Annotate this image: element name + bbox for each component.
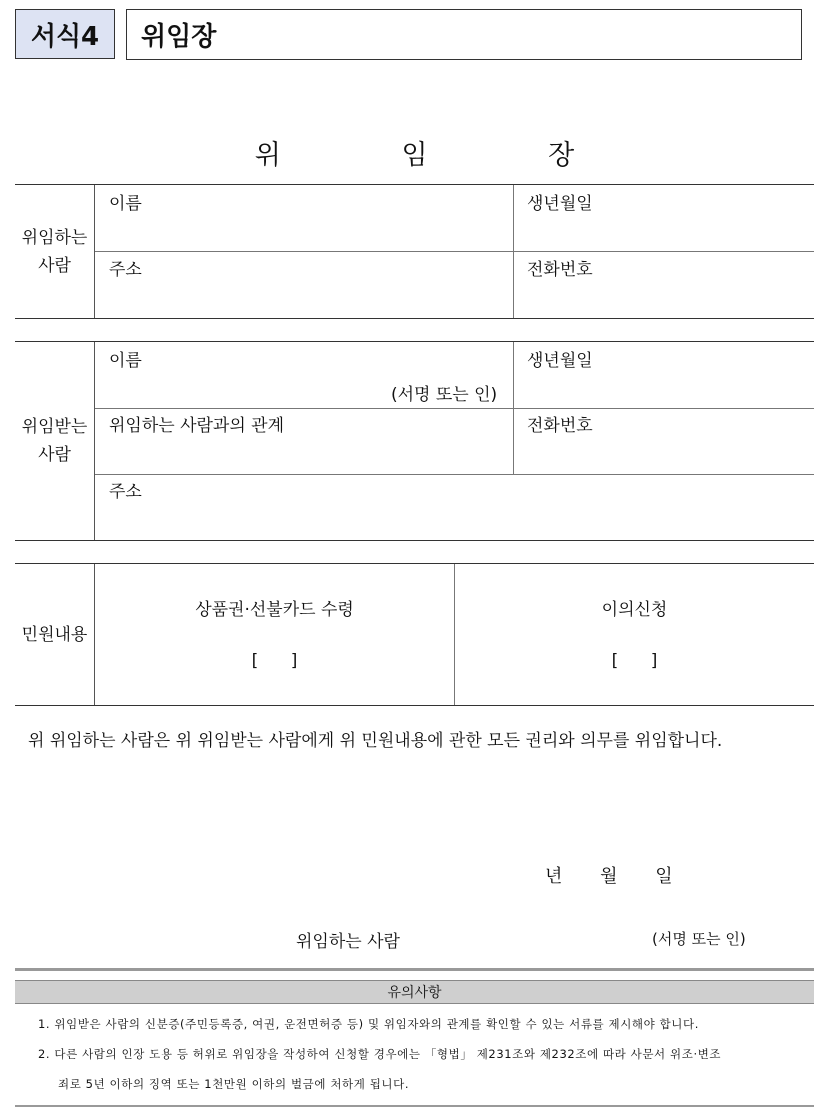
notice-title: 유의사항 (15, 980, 814, 1004)
option-objection-checkbox[interactable]: [ ] (611, 651, 658, 671)
delegator-table (15, 184, 814, 319)
delegator-signature-label: 위임하는 사람 (296, 932, 400, 952)
delegator-label-line1: 위임하는 (21, 227, 88, 248)
delegate-name-field[interactable]: 이름 (109, 351, 142, 371)
delegate-table (15, 341, 814, 541)
delegator-signature-note: (서명 또는 인) (652, 930, 746, 948)
notice-item-2-line-2: 죄로 5년 이하의 징역 또는 1천만원 이하의 벌금에 처하게 됩니다. (58, 1077, 410, 1091)
delegator-phone-field[interactable]: 전화번호 (527, 260, 593, 280)
delegator-label-line2: 사람 (38, 255, 71, 276)
petition-table (15, 563, 814, 706)
notice-divider (15, 968, 814, 971)
delegate-signature-note: (서명 또는 인) (391, 385, 498, 405)
form-title: 위임장 (126, 9, 802, 60)
option-objection-label: 이의신청 (601, 600, 668, 620)
date-line[interactable]: 년 월 일 (545, 866, 673, 887)
delegate-birth-field[interactable]: 생년월일 (527, 351, 593, 371)
option-gift-card-checkbox[interactable]: [ ] (251, 651, 298, 671)
option-gift-card-label: 상품권·선불카드 수령 (195, 600, 354, 620)
notice-bottom-divider (15, 1105, 814, 1107)
document-title: 위 임 장 (254, 140, 631, 171)
delegator-birth-field[interactable]: 생년월일 (527, 194, 593, 214)
delegate-label-line1: 위임받는 (21, 417, 88, 437)
delegate-phone-field[interactable]: 전화번호 (527, 416, 593, 436)
delegate-relation-field[interactable]: 위임하는 사람과의 관계 (109, 416, 285, 436)
delegation-statement: 위 위임하는 사람은 위 위임받는 사람에게 위 민원내용에 관한 모든 권리와 의무를 위임합니다. (28, 731, 723, 751)
delegate-address-field[interactable]: 주소 (109, 482, 142, 502)
delegate-label-line2: 사람 (38, 445, 71, 465)
notice-item-1: 1. 위임받은 사람의 신분증(주민등록증, 여권, 운전면허증 등) 및 위임자와의 관계를 확인할 수 있는 서류를 제시해야 합니다. (38, 1017, 699, 1031)
notice-item-2-line-1: 2. 다른 사람의 인장 도용 등 허위로 위임장을 작성하여 신청할 경우에는 「형법」 제231조와 제232조에 따라 사문서 위조·변조 (38, 1047, 722, 1061)
form-number-badge: 서식4 (15, 9, 115, 59)
delegator-label (15, 185, 95, 318)
delegator-name-field[interactable]: 이름 (109, 194, 142, 214)
petition-label: 민원내용 (15, 564, 95, 705)
delegator-address-field[interactable]: 주소 (109, 260, 142, 280)
delegate-label (15, 342, 95, 540)
